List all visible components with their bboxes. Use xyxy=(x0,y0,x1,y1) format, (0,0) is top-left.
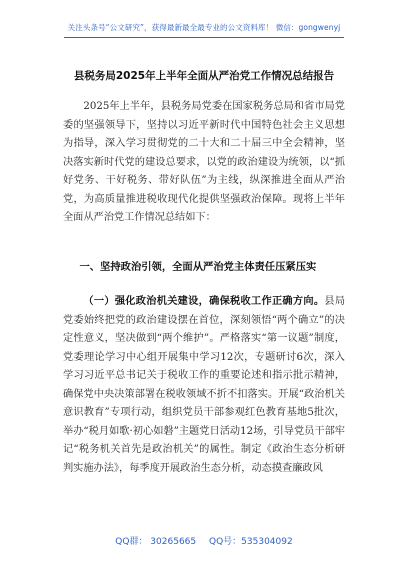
footer-qq-group: QQ群： 30265665 xyxy=(115,537,197,547)
document-title: 县税务局2025年上半年全面从严治党工作情况总结报告 xyxy=(73,70,335,82)
subsection-body: 县局党委始终把党的政治建设摆在首位，深刻领悟“两个确立”的决定性意义，坚决做到“两个维护”。严格落实“第一议题”制度，党委理论学习中心组开展集中学习12次，专题研讨6次，深入学习习近平总书记关于税收工作的重要论述和指示批示精神，确保党中央决策部署在税收领域不折不扣落实。开展“政治机关意识教育”专项行动，组织党员干部参观红色教育基地5批次，举办“税月如歌·初心如磐”主题党日活动12场，引导党员干部牢记“税务机关首先是政治机关”的属性。制定《政治生态分析研判实施办法》，每季度开展政治生态分析，动态摸查廉政风 xyxy=(63,296,346,474)
header-banner: 关注头条号“公文研究”，获得最新最全最专业的公文资料库！ 微信：gongwenyj xyxy=(67,23,341,32)
footer-contact xyxy=(0,534,408,547)
subsection-heading: （一）强化政治机关建设，确保税收工作正确方向。 xyxy=(83,295,325,307)
footer-qq-number: QQ号：535304092 xyxy=(209,537,293,547)
section-heading: 一、坚持政治引领，全面从严治党主体责任压紧压实 xyxy=(79,261,317,273)
intro-paragraph: 2025年上半年，县税务局党委在国家税务总局和省市局党委的坚强领导下，坚持以习近平新时代中国特色社会主义思想为指导，深入学习贯彻党的二十大和二十届三中全会精神，坚决落实新时代党的建设总要求，以党的政治建设为统领，以“抓好党务、干好税务、带好队伍”为主线，纵深推进全面从严治党，为高质量推进税收现代化提供坚强政治保障。现将上半年全面从严治党工作情况总结如下： xyxy=(63,101,345,223)
subsection-paragraph xyxy=(63,292,345,478)
header-divider xyxy=(64,37,344,38)
